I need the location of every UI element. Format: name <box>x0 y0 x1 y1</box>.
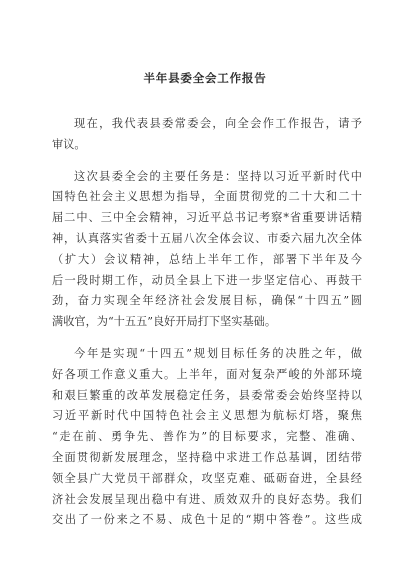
text-line: 届二中、三中全会精神，习近平总书记考察*省重要讲话精 <box>52 211 362 225</box>
document-title: 半年县委全会工作报告 <box>143 71 267 85</box>
text-line: 领全县广大党员干部群众，攻坚克难、砥砺奋进，全县经 <box>52 471 362 485</box>
text-line: 交出了一份来之不易、成色十足的“期中答卷”。这些成 <box>52 513 362 527</box>
text-line: 这次县委全会的主要任务是：坚持以习近平新时代中 <box>74 169 362 183</box>
text-line: 好各项工作意义重大。上半年，面对复杂严峻的外部环境 <box>52 367 362 381</box>
text-line: 神，认真落实省委十五届八次全体会议、市委六届九次全体 <box>52 231 362 245</box>
text-line: （扩大）会议精神，总结上半年工作，部署下半年及今 <box>52 252 362 266</box>
text-line: 全面贯彻新发展理念，坚持稳中求进工作总基调，团结带 <box>52 450 362 464</box>
text-line: 审议。 <box>52 137 86 151</box>
text-line: 和艰巨繁重的改革发展稳定任务，县委常委会始终坚持以 <box>52 388 362 402</box>
text-line: 今年是实现“十四五”规划目标任务的决胜之年，做 <box>74 346 362 360</box>
document-body <box>52 114 362 531</box>
paragraph-1 <box>52 114 362 156</box>
text-line: 习近平新时代中国特色社会主义思想为航标灯塔，聚焦 <box>52 409 362 423</box>
text-line: 满收官，为“十五五”良好开局打下坚实基础。 <box>52 315 277 329</box>
paragraph-3 <box>52 344 362 531</box>
text-line: 国特色社会主义思想为指导，全面贯彻党的二十大和二十 <box>52 190 362 204</box>
text-line: 劲，奋力实现全年经济社会发展目标，确保“十四五”圆 <box>52 294 362 308</box>
paragraph-2 <box>52 167 362 333</box>
text-line: 后一段时期工作，动员全县上下进一步坚定信心、再鼓干 <box>52 273 362 287</box>
text-line: 现在，我代表县委常委会，向全会作工作报告，请予 <box>74 117 362 130</box>
text-line: 济社会发展呈现出稳中有进、质效双升的良好态势。我们 <box>52 492 362 506</box>
text-line: “走在前、勇争先、善作为”的目标要求，完整、准确、 <box>52 430 362 444</box>
